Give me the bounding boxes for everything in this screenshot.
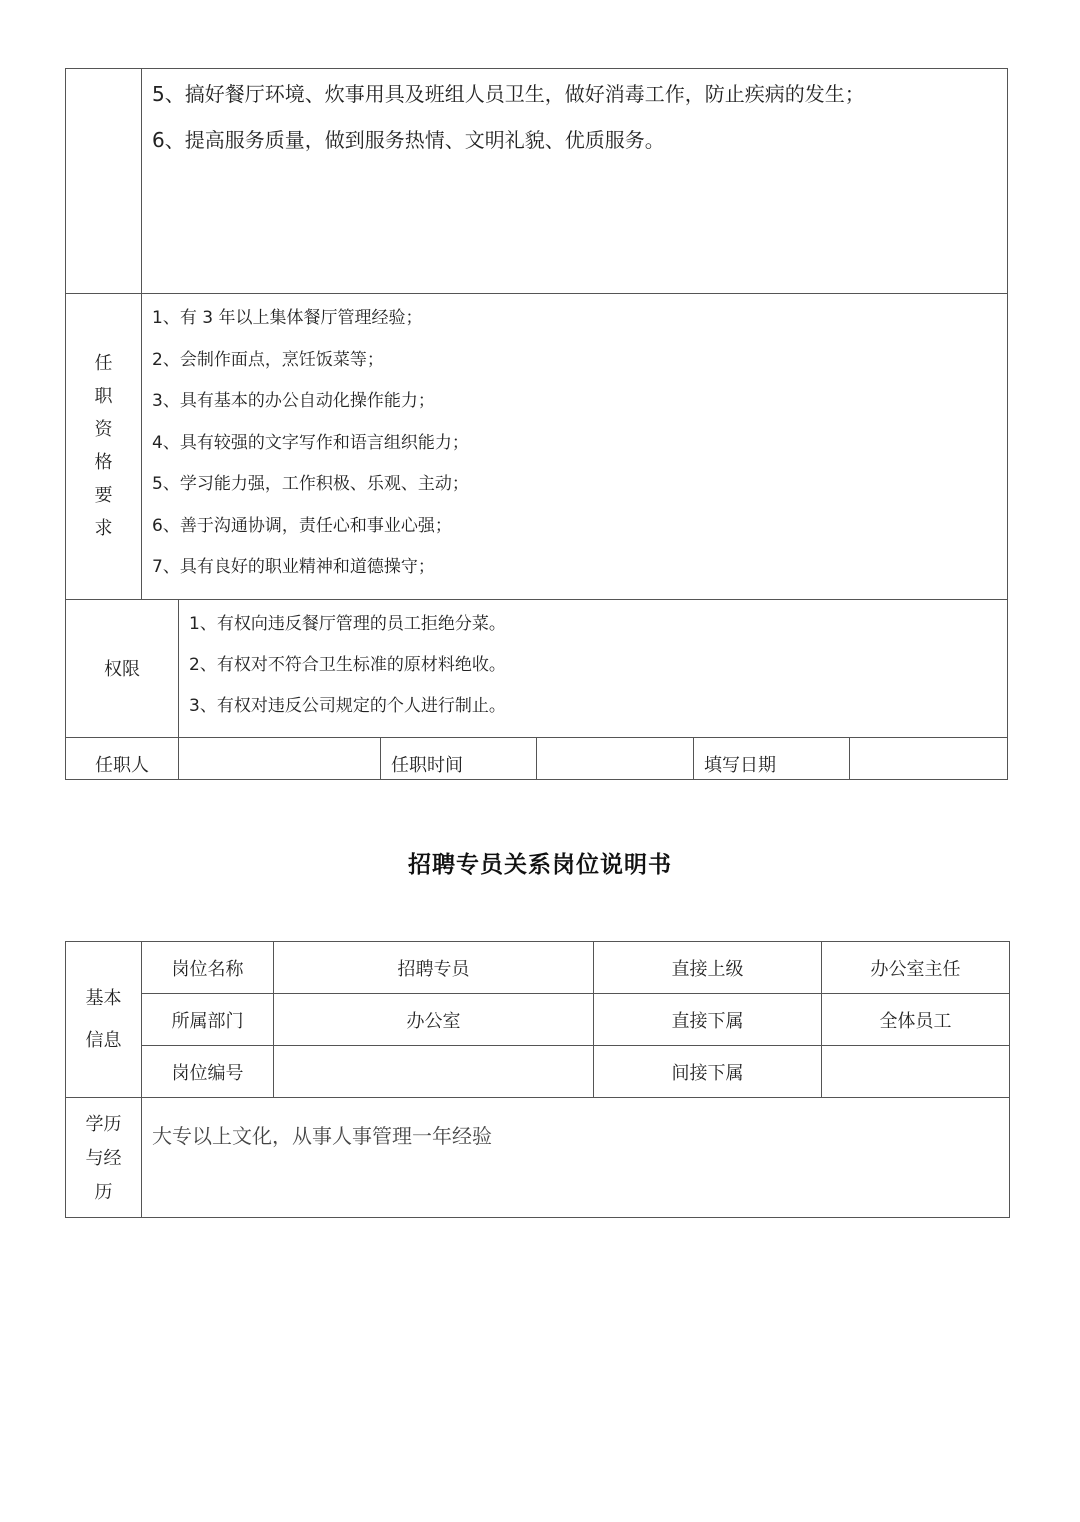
duties-cell: [142, 69, 1008, 294]
position-name-label: 岗位名称: [142, 942, 274, 994]
direct-subordinate-value: 全体员工: [822, 994, 1010, 1046]
position-code-value[interactable]: [274, 1046, 594, 1098]
department-label: 所属部门: [142, 994, 274, 1046]
authorities-cell: [179, 599, 1008, 737]
authority-item: 3、有权对违反公司规定的个人进行制止。: [189, 695, 506, 716]
date-value[interactable]: [850, 737, 1008, 779]
tenure-label: 任职时间: [381, 737, 537, 779]
job-description-table: [65, 941, 1010, 1218]
education-label: 学历 与经 历: [66, 1098, 142, 1218]
qualification-item: 4、具有较强的文字写作和语言组织能力；: [152, 432, 469, 453]
authority-label: 权限: [66, 599, 179, 737]
duty-item: 6、提高服务质量，做到服务热情、文明礼貌、优质服务。: [152, 128, 665, 152]
tenure-value[interactable]: [537, 737, 694, 779]
qualification-label: 任 职 资 格 要 求: [66, 294, 142, 600]
qualifications-cell: [142, 294, 1008, 600]
holder-label: 任职人: [66, 737, 179, 779]
indirect-subordinate-value[interactable]: [822, 1046, 1010, 1098]
date-label: 填写日期: [694, 737, 850, 779]
position-code-label: 岗位编号: [142, 1046, 274, 1098]
direct-subordinate-label: 直接下属: [594, 994, 822, 1046]
qualification-item: 6、善于沟通协调，责任心和事业心强；: [152, 515, 452, 536]
qualification-item: 7、具有良好的职业精神和道德操守；: [152, 557, 435, 577]
qualification-item: 3、具有基本的办公自动化操作能力；: [152, 391, 435, 411]
position-name-value: 招聘专员: [274, 942, 594, 994]
indirect-subordinate-label: 间接下属: [594, 1046, 822, 1098]
qualification-item: 1、有 3 年以上集体餐厅管理经验；: [152, 308, 423, 328]
duty-item: 5、搞好餐厅环境、炊事用具及班组人员卫生，做好消毒工作，防止疾病的发生；: [152, 82, 865, 106]
holder-value[interactable]: [179, 737, 381, 779]
education-text: 大专以上文化，从事人事管理一年经验: [142, 1098, 1010, 1218]
duties-label-cell: [66, 69, 142, 294]
qualification-item: 2、会制作面点，烹饪饭菜等；: [152, 349, 384, 370]
authority-item: 2、有权对不符合卫生标准的原材料绝收。: [189, 654, 506, 675]
authority-item: 1、有权向违反餐厅管理的员工拒绝分菜。: [189, 613, 506, 634]
department-value: 办公室: [274, 994, 594, 1046]
page-title: 招聘专员关系岗位说明书: [408, 852, 672, 878]
qualification-item: 5、学习能力强，工作积极、乐观、主动；: [152, 474, 469, 494]
job-description-table-continued: [65, 68, 1008, 780]
basic-info-label: 基本 信息: [66, 942, 142, 1098]
direct-superior-value: 办公室主任: [822, 942, 1010, 994]
direct-superior-label: 直接上级: [594, 942, 822, 994]
